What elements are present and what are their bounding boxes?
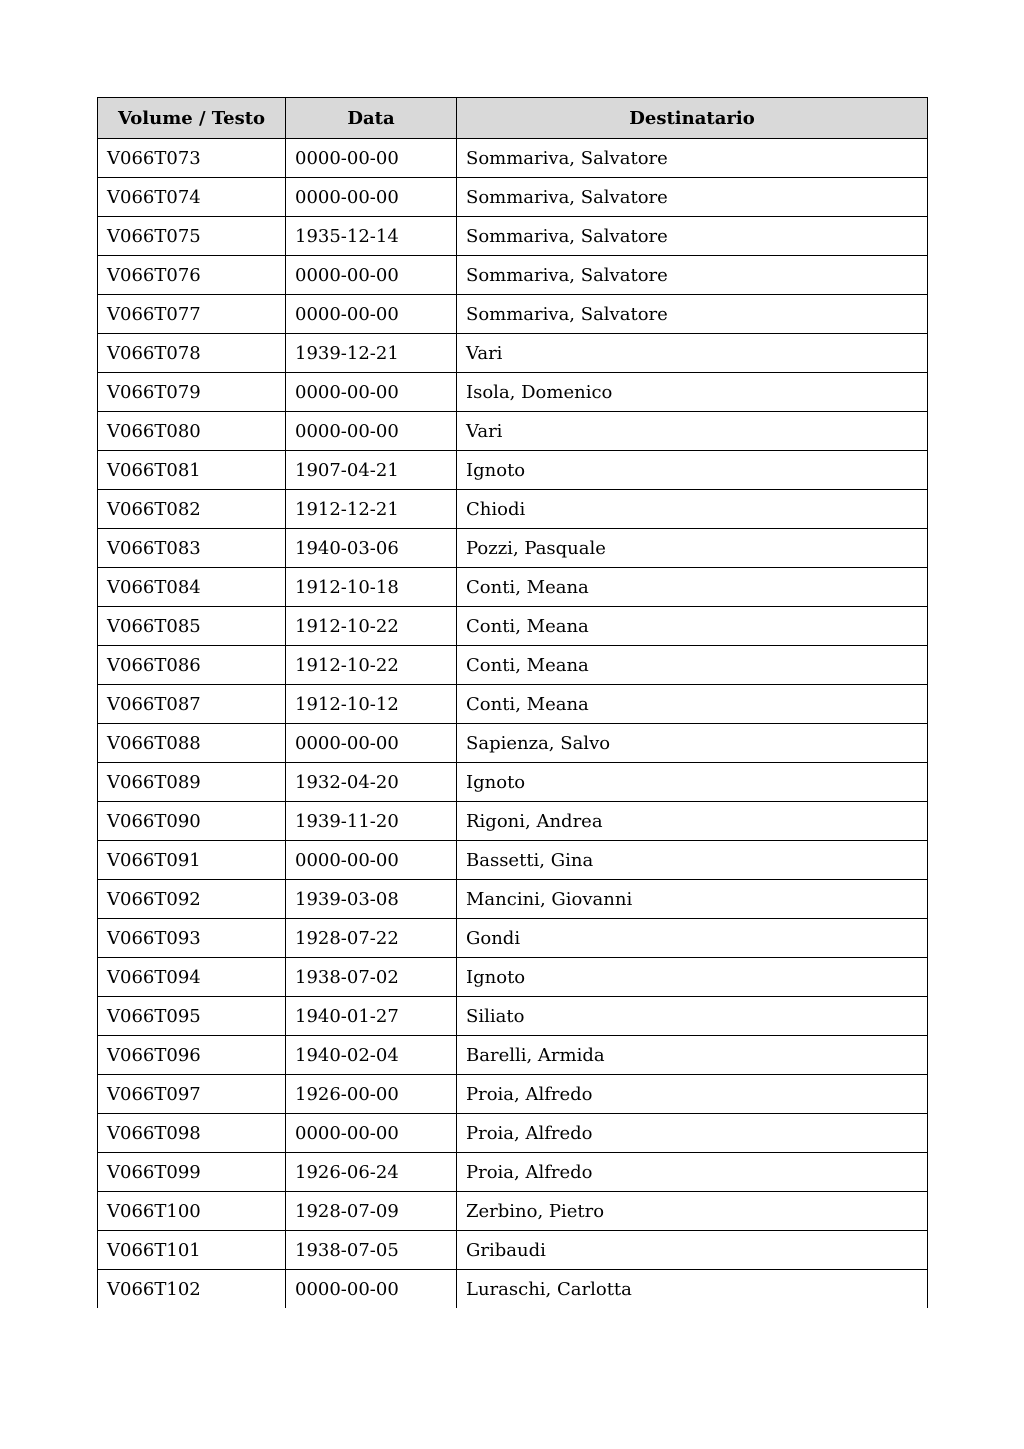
cell-volume-testo: V066T078 bbox=[98, 334, 286, 373]
cell-volume-testo: V066T092 bbox=[98, 880, 286, 919]
cell-data: 1938-07-05 bbox=[286, 1231, 457, 1270]
cell-data: 0000-00-00 bbox=[286, 139, 457, 178]
cell-data: 0000-00-00 bbox=[286, 295, 457, 334]
cell-destinatario: Sapienza, Salvo bbox=[457, 724, 928, 763]
cell-destinatario: Bassetti, Gina bbox=[457, 841, 928, 880]
table-row bbox=[98, 490, 928, 529]
table-row bbox=[98, 451, 928, 490]
cell-destinatario: Gribaudi bbox=[457, 1231, 928, 1270]
table-row bbox=[98, 841, 928, 880]
cell-destinatario: Mancini, Giovanni bbox=[457, 880, 928, 919]
cell-destinatario: Vari bbox=[457, 334, 928, 373]
header-row bbox=[98, 98, 928, 139]
cell-data: 1939-11-20 bbox=[286, 802, 457, 841]
cell-data: 0000-00-00 bbox=[286, 1270, 457, 1309]
cell-volume-testo: V066T090 bbox=[98, 802, 286, 841]
cell-volume-testo: V066T094 bbox=[98, 958, 286, 997]
cell-volume-testo: V066T101 bbox=[98, 1231, 286, 1270]
cell-data: 0000-00-00 bbox=[286, 412, 457, 451]
cell-volume-testo: V066T097 bbox=[98, 1075, 286, 1114]
cell-destinatario: Conti, Meana bbox=[457, 685, 928, 724]
cell-volume-testo: V066T089 bbox=[98, 763, 286, 802]
table-body bbox=[98, 139, 928, 1309]
cell-data: 0000-00-00 bbox=[286, 373, 457, 412]
table-row bbox=[98, 1231, 928, 1270]
cell-data: 1928-07-09 bbox=[286, 1192, 457, 1231]
table-row bbox=[98, 295, 928, 334]
cell-data: 1940-03-06 bbox=[286, 529, 457, 568]
cell-destinatario: Gondi bbox=[457, 919, 928, 958]
cell-volume-testo: V066T083 bbox=[98, 529, 286, 568]
cell-destinatario: Ignoto bbox=[457, 958, 928, 997]
cell-data: 1939-12-21 bbox=[286, 334, 457, 373]
cell-destinatario: Sommariva, Salvatore bbox=[457, 139, 928, 178]
cell-volume-testo: V066T075 bbox=[98, 217, 286, 256]
cell-destinatario: Sommariva, Salvatore bbox=[457, 256, 928, 295]
cell-volume-testo: V066T084 bbox=[98, 568, 286, 607]
cell-destinatario: Rigoni, Andrea bbox=[457, 802, 928, 841]
cell-volume-testo: V066T095 bbox=[98, 997, 286, 1036]
cell-data: 1932-04-20 bbox=[286, 763, 457, 802]
cell-data: 1940-01-27 bbox=[286, 997, 457, 1036]
table-row bbox=[98, 646, 928, 685]
cell-data: 1940-02-04 bbox=[286, 1036, 457, 1075]
cell-volume-testo: V066T088 bbox=[98, 724, 286, 763]
cell-destinatario: Pozzi, Pasquale bbox=[457, 529, 928, 568]
cell-destinatario: Zerbino, Pietro bbox=[457, 1192, 928, 1231]
table-row bbox=[98, 529, 928, 568]
table-row bbox=[98, 1153, 928, 1192]
header-volume-testo: Volume / Testo bbox=[98, 98, 286, 139]
table-row bbox=[98, 334, 928, 373]
cell-volume-testo: V066T081 bbox=[98, 451, 286, 490]
cell-volume-testo: V066T093 bbox=[98, 919, 286, 958]
table-row bbox=[98, 412, 928, 451]
table-row bbox=[98, 1270, 928, 1309]
cell-data: 1939-03-08 bbox=[286, 880, 457, 919]
table-row bbox=[98, 607, 928, 646]
cell-volume-testo: V066T086 bbox=[98, 646, 286, 685]
cell-data: 0000-00-00 bbox=[286, 256, 457, 295]
cell-destinatario: Chiodi bbox=[457, 490, 928, 529]
cell-destinatario: Luraschi, Carlotta bbox=[457, 1270, 928, 1309]
cell-data: 1938-07-02 bbox=[286, 958, 457, 997]
cell-volume-testo: V066T100 bbox=[98, 1192, 286, 1231]
table-row bbox=[98, 1114, 928, 1153]
cell-volume-testo: V066T074 bbox=[98, 178, 286, 217]
cell-volume-testo: V066T096 bbox=[98, 1036, 286, 1075]
cell-data: 1907-04-21 bbox=[286, 451, 457, 490]
records-table bbox=[97, 97, 928, 1308]
table-row bbox=[98, 1036, 928, 1075]
cell-data: 1926-06-24 bbox=[286, 1153, 457, 1192]
cell-destinatario: Proia, Alfredo bbox=[457, 1153, 928, 1192]
table-row bbox=[98, 997, 928, 1036]
cell-destinatario: Ignoto bbox=[457, 763, 928, 802]
cell-destinatario: Sommariva, Salvatore bbox=[457, 178, 928, 217]
table-row bbox=[98, 880, 928, 919]
cell-volume-testo: V066T098 bbox=[98, 1114, 286, 1153]
cell-volume-testo: V066T087 bbox=[98, 685, 286, 724]
table-row bbox=[98, 958, 928, 997]
cell-destinatario: Sommariva, Salvatore bbox=[457, 295, 928, 334]
cell-destinatario: Conti, Meana bbox=[457, 646, 928, 685]
cell-data: 0000-00-00 bbox=[286, 178, 457, 217]
cell-volume-testo: V066T080 bbox=[98, 412, 286, 451]
table-row bbox=[98, 1192, 928, 1231]
table-row bbox=[98, 178, 928, 217]
cell-volume-testo: V066T077 bbox=[98, 295, 286, 334]
cell-data: 0000-00-00 bbox=[286, 841, 457, 880]
cell-destinatario: Barelli, Armida bbox=[457, 1036, 928, 1075]
cell-data: 1928-07-22 bbox=[286, 919, 457, 958]
cell-volume-testo: V066T099 bbox=[98, 1153, 286, 1192]
table-row bbox=[98, 1075, 928, 1114]
table-row bbox=[98, 373, 928, 412]
table-row bbox=[98, 568, 928, 607]
table-row bbox=[98, 139, 928, 178]
table-row bbox=[98, 763, 928, 802]
table-row bbox=[98, 919, 928, 958]
cell-volume-testo: V066T091 bbox=[98, 841, 286, 880]
cell-data: 0000-00-00 bbox=[286, 1114, 457, 1153]
cell-volume-testo: V066T085 bbox=[98, 607, 286, 646]
cell-destinatario: Conti, Meana bbox=[457, 607, 928, 646]
cell-data: 1912-12-21 bbox=[286, 490, 457, 529]
cell-volume-testo: V066T076 bbox=[98, 256, 286, 295]
table-row bbox=[98, 724, 928, 763]
table-row bbox=[98, 256, 928, 295]
cell-destinatario: Proia, Alfredo bbox=[457, 1075, 928, 1114]
cell-destinatario: Proia, Alfredo bbox=[457, 1114, 928, 1153]
cell-destinatario: Conti, Meana bbox=[457, 568, 928, 607]
cell-data: 1912-10-12 bbox=[286, 685, 457, 724]
cell-destinatario: Isola, Domenico bbox=[457, 373, 928, 412]
cell-data: 1926-00-00 bbox=[286, 1075, 457, 1114]
header-destinatario: Destinatario bbox=[457, 98, 928, 139]
cell-destinatario: Sommariva, Salvatore bbox=[457, 217, 928, 256]
cell-destinatario: Ignoto bbox=[457, 451, 928, 490]
header-data: Data bbox=[286, 98, 457, 139]
cell-data: 1935-12-14 bbox=[286, 217, 457, 256]
cell-volume-testo: V066T102 bbox=[98, 1270, 286, 1309]
cell-volume-testo: V066T073 bbox=[98, 139, 286, 178]
table-row bbox=[98, 217, 928, 256]
cell-data: 1912-10-22 bbox=[286, 607, 457, 646]
cell-destinatario: Vari bbox=[457, 412, 928, 451]
cell-data: 1912-10-18 bbox=[286, 568, 457, 607]
table-row bbox=[98, 685, 928, 724]
cell-data: 0000-00-00 bbox=[286, 724, 457, 763]
cell-destinatario: Siliato bbox=[457, 997, 928, 1036]
cell-volume-testo: V066T079 bbox=[98, 373, 286, 412]
cell-volume-testo: V066T082 bbox=[98, 490, 286, 529]
cell-data: 1912-10-22 bbox=[286, 646, 457, 685]
table-row bbox=[98, 802, 928, 841]
